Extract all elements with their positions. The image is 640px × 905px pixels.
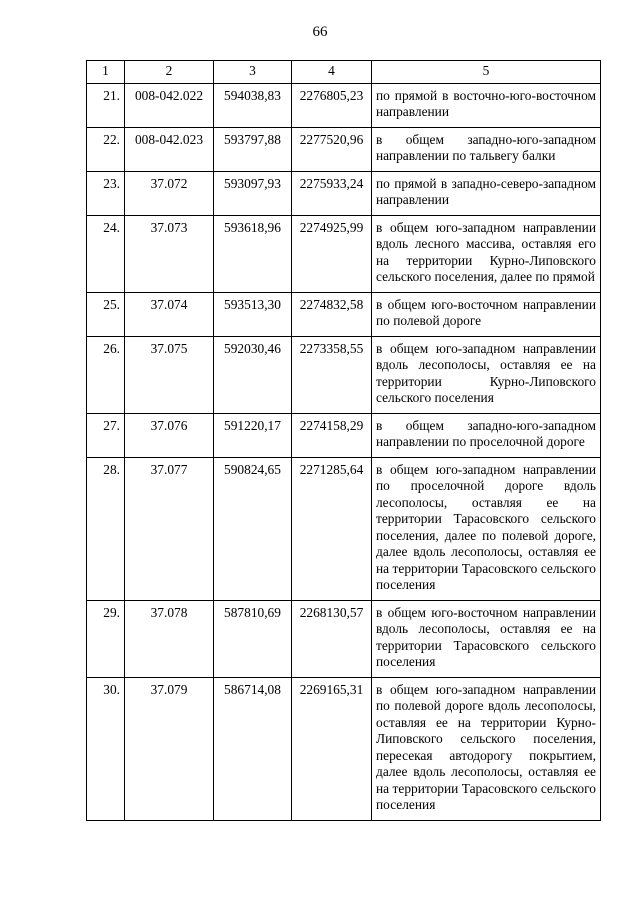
table-row: [87, 292, 601, 336]
description: по прямой в восточно-юго-восточном направлении: [372, 83, 601, 127]
header-col-1: 1: [87, 61, 125, 84]
coord-y: 2275933,24: [292, 171, 372, 215]
coord-x: 590824,65: [214, 457, 292, 600]
coord-x: 593513,30: [214, 292, 292, 336]
row-number: 30.: [87, 677, 125, 820]
row-number: 25.: [87, 292, 125, 336]
table-header-row: [87, 61, 601, 84]
coord-x: 593797,88: [214, 127, 292, 171]
coord-y: 2273358,55: [292, 336, 372, 413]
table-row: [87, 336, 601, 413]
header-col-2: 2: [125, 61, 214, 84]
coord-x: 592030,46: [214, 336, 292, 413]
row-number: 24.: [87, 215, 125, 292]
coord-x: 594038,83: [214, 83, 292, 127]
description: в общем юго-восточном направлении по полевой дороге: [372, 292, 601, 336]
header-col-4: 4: [292, 61, 372, 84]
coord-y: 2274925,99: [292, 215, 372, 292]
description: в общем юго-западном направлении вдоль лесополосы, оставляя ее на территории Курно-Липовского сельского поселения: [372, 336, 601, 413]
coord-x: 593618,96: [214, 215, 292, 292]
point-id: 008-042.023: [125, 127, 214, 171]
description: в общем юго-западном направлении по проселочной дороге вдоль лесополосы, оставляя ее на территории Тарасовского сельского поселения, далее по полевой дороге, далее вдоль лесополосы, оставляя ее на территории Тарасовского сельского поселения: [372, 457, 601, 600]
row-number: 27.: [87, 413, 125, 457]
point-id: 37.072: [125, 171, 214, 215]
table-row: [87, 457, 601, 600]
table-row: [87, 600, 601, 677]
boundary-table: [86, 60, 601, 821]
row-number: 28.: [87, 457, 125, 600]
coord-x: 591220,17: [214, 413, 292, 457]
row-number: 29.: [87, 600, 125, 677]
description: в общем юго-западном направлении вдоль лесного массива, оставляя его на территории Курно-Липовского сельского поселения, далее по прямой: [372, 215, 601, 292]
coord-y: 2277520,96: [292, 127, 372, 171]
description: в общем западно-юго-западном направлении по тальвегу балки: [372, 127, 601, 171]
page-number: 66: [312, 24, 328, 40]
description: в общем юго-восточном направлении вдоль лесополосы, оставляя ее на территории Тарасовского сельского поселения: [372, 600, 601, 677]
table-row: [87, 171, 601, 215]
header-col-5: 5: [372, 61, 601, 84]
description: в общем западно-юго-западном направлении по проселочной дороге: [372, 413, 601, 457]
coord-x: 593097,93: [214, 171, 292, 215]
row-number: 26.: [87, 336, 125, 413]
coord-x: 586714,08: [214, 677, 292, 820]
point-id: 37.075: [125, 336, 214, 413]
table-row: [87, 127, 601, 171]
row-number: 22.: [87, 127, 125, 171]
point-id: 37.073: [125, 215, 214, 292]
header-col-3: 3: [214, 61, 292, 84]
point-id: 37.079: [125, 677, 214, 820]
point-id: 37.078: [125, 600, 214, 677]
point-id: 37.077: [125, 457, 214, 600]
point-id: 37.076: [125, 413, 214, 457]
coord-y: 2271285,64: [292, 457, 372, 600]
coord-y: 2276805,23: [292, 83, 372, 127]
coord-y: 2274832,58: [292, 292, 372, 336]
coord-y: 2269165,31: [292, 677, 372, 820]
table-row: [87, 215, 601, 292]
table-row: [87, 413, 601, 457]
point-id: 37.074: [125, 292, 214, 336]
coord-x: 587810,69: [214, 600, 292, 677]
row-number: 23.: [87, 171, 125, 215]
table-row: [87, 83, 601, 127]
description: в общем юго-западном направлении по полевой дороге вдоль лесополосы, оставляя ее на территории Курно-Липовского сельского поселения, пересекая автодорогу покрытием, далее вдоль лесополосы, оставляя ее на территории Тарасовского сельского поселения: [372, 677, 601, 820]
coord-y: 2274158,29: [292, 413, 372, 457]
row-number: 21.: [87, 83, 125, 127]
description: по прямой в западно-северо-западном направлении: [372, 171, 601, 215]
table-row: [87, 677, 601, 820]
coord-y: 2268130,57: [292, 600, 372, 677]
point-id: 008-042.022: [125, 83, 214, 127]
